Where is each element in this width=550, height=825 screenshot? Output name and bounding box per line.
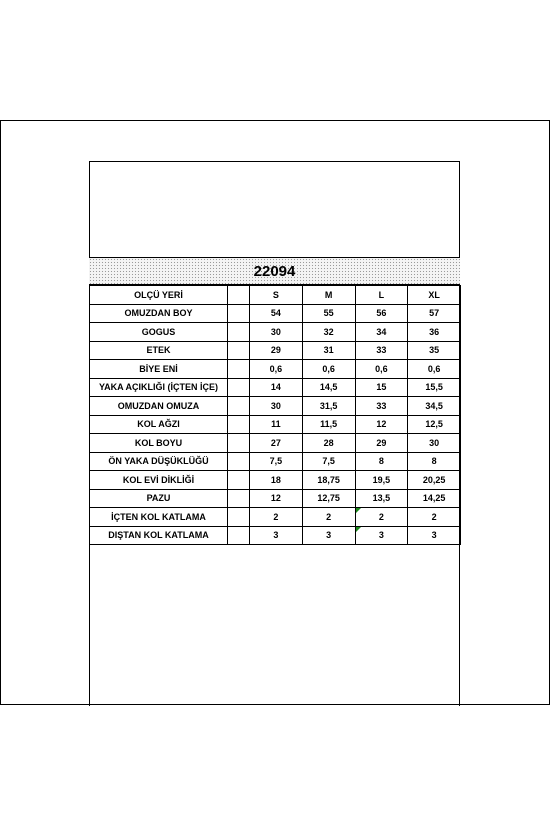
header-size-xl: XL bbox=[408, 286, 461, 305]
row-label: KOL AĞZI bbox=[90, 415, 228, 434]
value-cell: 2 bbox=[250, 508, 303, 527]
table-row bbox=[90, 526, 461, 545]
value-cell: 34,5 bbox=[408, 397, 461, 416]
value-cell: 3 bbox=[250, 526, 303, 545]
value-cell: 33 bbox=[355, 397, 408, 416]
empty-cell bbox=[228, 489, 250, 508]
value-cell: 30 bbox=[250, 397, 303, 416]
value-cell: 18,75 bbox=[302, 471, 355, 490]
value-cell: 30 bbox=[250, 323, 303, 342]
value-cell: 11 bbox=[250, 415, 303, 434]
row-label: ÖN YAKA DÜŞÜKLÜĞÜ bbox=[90, 452, 228, 471]
empty-cell bbox=[228, 378, 250, 397]
value-cell: 0,6 bbox=[355, 360, 408, 379]
empty-cell bbox=[228, 526, 250, 545]
header-size-l: L bbox=[355, 286, 408, 305]
value-cell: 11,5 bbox=[302, 415, 355, 434]
value-cell: 3 bbox=[355, 526, 408, 545]
header-size-s: S bbox=[250, 286, 303, 305]
table-row bbox=[90, 434, 461, 453]
row-label: OMUZDAN OMUZA bbox=[90, 397, 228, 416]
value-cell: 18 bbox=[250, 471, 303, 490]
row-label: İÇTEN KOL KATLAMA bbox=[90, 508, 228, 527]
row-label: DIŞTAN KOL KATLAMA bbox=[90, 526, 228, 545]
value-cell: 34 bbox=[355, 323, 408, 342]
empty-cell bbox=[228, 508, 250, 527]
value-cell: 2 bbox=[302, 508, 355, 527]
table-row bbox=[90, 508, 461, 527]
value-cell: 0,6 bbox=[408, 360, 461, 379]
value-cell: 30 bbox=[408, 434, 461, 453]
table-row bbox=[90, 471, 461, 490]
value-cell: 29 bbox=[250, 341, 303, 360]
value-cell: 55 bbox=[302, 304, 355, 323]
value-cell: 7,5 bbox=[250, 452, 303, 471]
value-cell: 54 bbox=[250, 304, 303, 323]
empty-cell bbox=[228, 341, 250, 360]
value-cell: 12,5 bbox=[408, 415, 461, 434]
value-cell: 14,25 bbox=[408, 489, 461, 508]
table-row bbox=[90, 415, 461, 434]
value-cell: 29 bbox=[355, 434, 408, 453]
value-cell: 31 bbox=[302, 341, 355, 360]
row-label: OMUZDAN BOY bbox=[90, 304, 228, 323]
value-cell: 0,6 bbox=[250, 360, 303, 379]
table-row bbox=[90, 360, 461, 379]
value-cell: 2 bbox=[408, 508, 461, 527]
empty-cell bbox=[228, 415, 250, 434]
model-code-band bbox=[89, 257, 460, 285]
empty-cell bbox=[228, 452, 250, 471]
table-header-row bbox=[90, 286, 461, 305]
value-cell: 3 bbox=[302, 526, 355, 545]
header-size-m: M bbox=[302, 286, 355, 305]
value-cell: 15 bbox=[355, 378, 408, 397]
row-label: PAZU bbox=[90, 489, 228, 508]
value-cell: 28 bbox=[302, 434, 355, 453]
row-label: KOL EVİ DİKLİĞİ bbox=[90, 471, 228, 490]
value-cell: 27 bbox=[250, 434, 303, 453]
value-cell: 8 bbox=[355, 452, 408, 471]
empty-cell bbox=[228, 360, 250, 379]
value-cell: 14,5 bbox=[302, 378, 355, 397]
value-cell: 20,25 bbox=[408, 471, 461, 490]
table-row bbox=[90, 341, 461, 360]
value-cell: 35 bbox=[408, 341, 461, 360]
value-cell: 36 bbox=[408, 323, 461, 342]
value-cell: 33 bbox=[355, 341, 408, 360]
row-label: BİYE ENİ bbox=[90, 360, 228, 379]
value-cell: 8 bbox=[408, 452, 461, 471]
row-label: YAKA AÇIKLIĞI (İÇTEN İÇE) bbox=[90, 378, 228, 397]
value-cell: 12 bbox=[250, 489, 303, 508]
empty-cell bbox=[228, 286, 250, 305]
row-label: KOL BOYU bbox=[90, 434, 228, 453]
value-cell: 31,5 bbox=[302, 397, 355, 416]
table-row bbox=[90, 489, 461, 508]
empty-cell bbox=[228, 434, 250, 453]
value-cell: 3 bbox=[408, 526, 461, 545]
value-cell: 14 bbox=[250, 378, 303, 397]
row-label: ETEK bbox=[90, 341, 228, 360]
value-cell: 15,5 bbox=[408, 378, 461, 397]
empty-cell bbox=[228, 471, 250, 490]
table-row bbox=[90, 452, 461, 471]
table-row bbox=[90, 304, 461, 323]
value-cell: 19,5 bbox=[355, 471, 408, 490]
empty-cell bbox=[228, 323, 250, 342]
empty-cell bbox=[228, 304, 250, 323]
empty-cell bbox=[228, 397, 250, 416]
row-label: GOGUS bbox=[90, 323, 228, 342]
value-cell: 7,5 bbox=[302, 452, 355, 471]
table-row bbox=[90, 378, 461, 397]
model-code: 22094 bbox=[253, 262, 296, 280]
value-cell: 56 bbox=[355, 304, 408, 323]
table-row bbox=[90, 397, 461, 416]
value-cell: 57 bbox=[408, 304, 461, 323]
header-measure-point: OLÇÜ YERİ bbox=[90, 286, 228, 305]
value-cell: 2 bbox=[355, 508, 408, 527]
value-cell: 32 bbox=[302, 323, 355, 342]
value-cell: 12,75 bbox=[302, 489, 355, 508]
table-row bbox=[90, 323, 461, 342]
value-cell: 0,6 bbox=[302, 360, 355, 379]
value-cell: 13,5 bbox=[355, 489, 408, 508]
value-cell: 12 bbox=[355, 415, 408, 434]
size-chart-table bbox=[89, 285, 461, 545]
